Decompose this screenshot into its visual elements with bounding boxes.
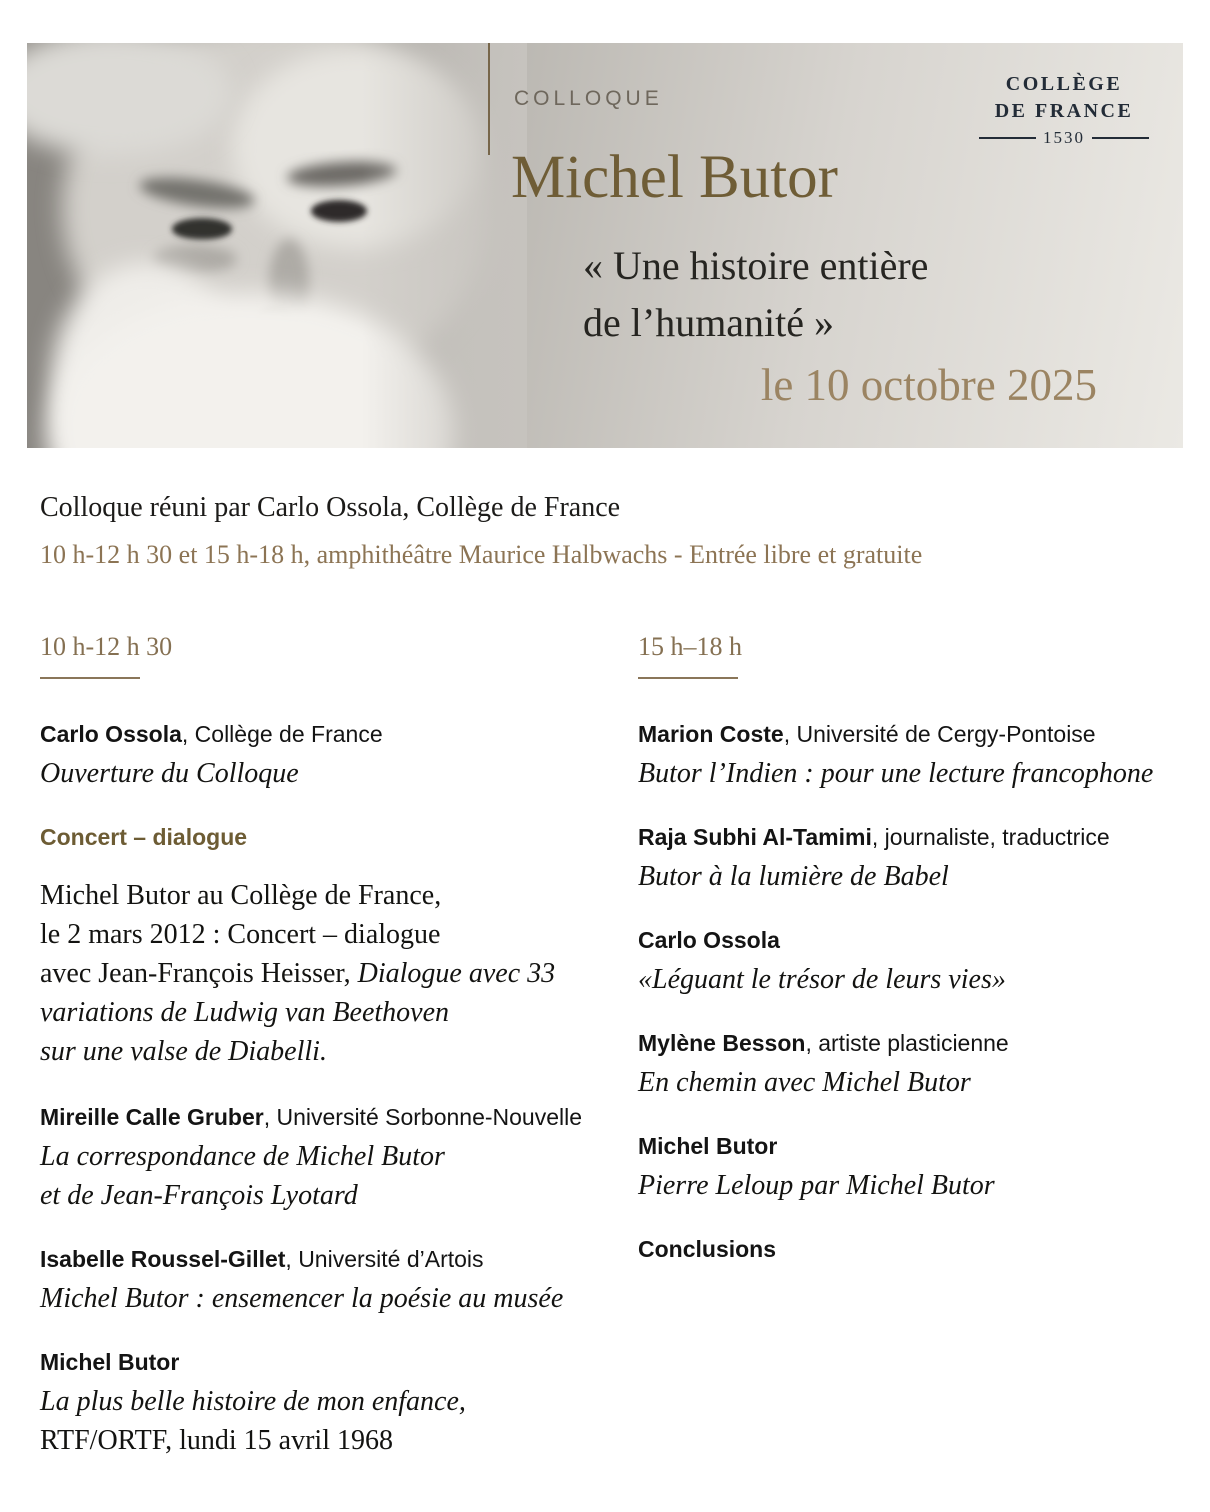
speaker-affiliation: , Collège de France <box>181 721 383 747</box>
speaker-line <box>638 1131 1170 1161</box>
concert-line: variations de Ludwig van Beethoven <box>40 997 450 1028</box>
logo-year-row <box>979 128 1149 148</box>
program-entry <box>638 719 1170 793</box>
afternoon-header-rule <box>638 677 738 679</box>
afternoon-entries <box>638 719 1170 1264</box>
speaker-line <box>638 1234 1170 1264</box>
speaker-line <box>40 1102 638 1132</box>
talk-title: Pierre Leloup par Michel Butor <box>638 1170 995 1201</box>
program-entry <box>638 822 1170 896</box>
speaker-affiliation: , artiste plasticienne <box>805 1030 1009 1056</box>
speaker-affiliation: , journaliste, traductrice <box>871 824 1110 850</box>
program-entry <box>638 1028 1170 1102</box>
program-entry <box>638 925 1170 999</box>
speaker-line <box>40 719 638 749</box>
college-de-france-logo <box>979 71 1149 148</box>
event-subtitle-line1: « Une histoire entière <box>583 243 929 288</box>
talk-title <box>40 1137 638 1215</box>
speaker-name: Mylène Besson <box>638 1030 806 1056</box>
speaker-line <box>638 925 1170 955</box>
content <box>40 492 1170 1489</box>
talk-title-line: La correspondance de Michel Butor <box>40 1141 445 1172</box>
speaker-line <box>40 1244 638 1274</box>
talk-title-line: La plus belle histoire de mon enfance, <box>40 1386 466 1417</box>
logo-line2: DE FRANCE <box>994 100 1134 122</box>
talk-title-line: RTF/ORTF, lundi 15 avril 1968 <box>40 1425 393 1456</box>
event-title: Michel Butor <box>511 144 838 211</box>
speaker-affiliation: , Université d’Artois <box>285 1246 484 1272</box>
program-entry-conclusions <box>638 1234 1170 1264</box>
logo-dash-left <box>979 137 1036 139</box>
speaker-line <box>638 822 1170 852</box>
talk-title: «Léguant le trésor de leurs vies» <box>638 964 1006 995</box>
kicker-rule <box>488 43 490 155</box>
program-entry <box>40 1244 638 1318</box>
afternoon-header: 15 h–18 h <box>638 632 742 661</box>
logo-dash-right <box>1092 137 1149 139</box>
concert-section-label: Concert – dialogue <box>40 824 248 850</box>
program-entry <box>40 1102 638 1215</box>
speaker-name: Michel Butor <box>40 1349 180 1375</box>
logo-line1: COLLÈGE <box>1005 73 1123 95</box>
speaker-name: Mireille Calle Gruber <box>40 1104 264 1130</box>
speaker-line <box>638 719 1170 749</box>
speaker-name: Carlo Ossola <box>40 721 182 747</box>
banner <box>27 43 1183 448</box>
speaker-line <box>638 1028 1170 1058</box>
conclusions-label: Conclusions <box>638 1236 777 1262</box>
talk-title-line: et de Jean-François Lyotard <box>40 1180 358 1211</box>
morning-header: 10 h-12 h 30 <box>40 632 173 661</box>
organizer-line: Colloque réuni par Carlo Ossola, Collège de France <box>40 492 621 523</box>
speaker-line <box>40 1347 638 1377</box>
speaker-name: Marion Coste <box>638 721 784 747</box>
schedule-line: 10 h-12 h 30 et 15 h-18 h, amphithéâtre Maurice Halbwachs - Entrée libre et gratuite <box>40 540 923 569</box>
talk-title: Butor à la lumière de Babel <box>638 861 949 892</box>
talk-title: Butor l’Indien : pour une lecture francophone <box>638 758 1154 789</box>
concert-line: le 2 mars 2012 : Concert – dialogue <box>40 919 441 950</box>
program-entry <box>40 1347 638 1460</box>
speaker-name: Isabelle Roussel-Gillet <box>40 1246 286 1272</box>
talk-title: Michel Butor : ensemencer la poésie au musée <box>40 1283 564 1314</box>
speaker-affiliation: , Université de Cergy-Pontoise <box>783 721 1096 747</box>
event-date: le 10 octobre 2025 <box>760 360 1097 410</box>
morning-column <box>40 632 638 1489</box>
morning-header-rule <box>40 677 140 679</box>
talk-title: Ouverture du Colloque <box>40 758 299 789</box>
concert-line <box>40 954 638 993</box>
concert-line-italic: Dialogue avec 33 <box>357 958 556 989</box>
concert-line: sur une valse de Diabelli. <box>40 1036 327 1067</box>
speaker-name: Raja Subhi Al-Tamimi <box>638 824 872 850</box>
event-subtitle-line2: de l’humanité » <box>583 300 835 345</box>
logo-year: 1530 <box>1043 128 1085 147</box>
afternoon-column <box>638 632 1170 1489</box>
morning-entries <box>40 719 638 1460</box>
michel-butor-portrait-photo <box>27 43 527 448</box>
speaker-name: Michel Butor <box>638 1133 778 1159</box>
talk-title: En chemin avec Michel Butor <box>638 1067 971 1098</box>
program-entry-opening <box>40 719 638 793</box>
kicker-label: COLLOQUE <box>514 87 663 110</box>
program-entry <box>638 1131 1170 1205</box>
speaker-affiliation: , Université Sorbonne-Nouvelle <box>263 1104 583 1130</box>
concert-line: Michel Butor au Collège de France, <box>40 880 442 911</box>
concert-line-roman: avec Jean-François Heisser, <box>40 958 358 989</box>
talk-title <box>40 1382 638 1460</box>
program-columns <box>40 632 1170 1489</box>
concert-description <box>40 876 638 1071</box>
event-subtitle <box>583 237 928 351</box>
speaker-name: Carlo Ossola <box>638 927 780 953</box>
